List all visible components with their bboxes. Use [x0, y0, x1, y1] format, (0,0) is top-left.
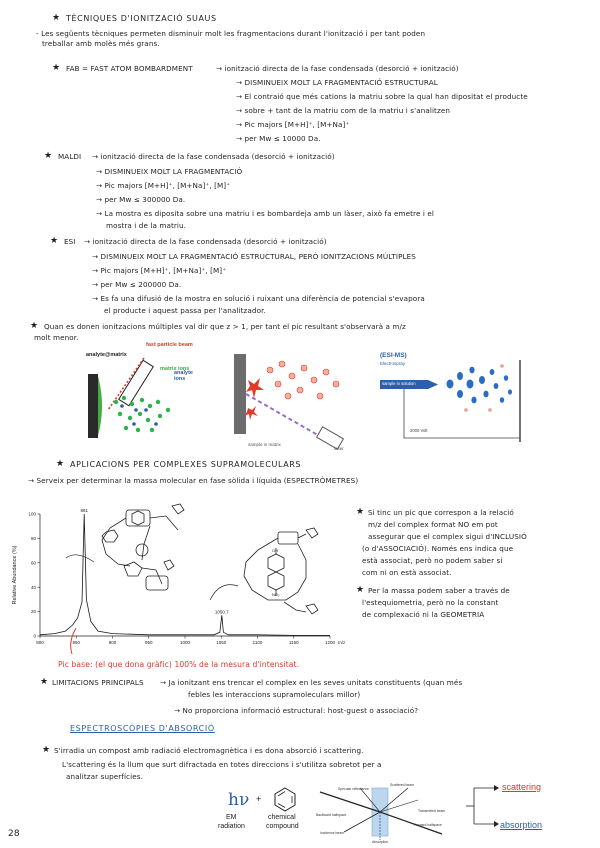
hv-symbol: hν [228, 790, 250, 810]
multi-note-line: Quan es donen ionitzacions múltiples val dir que z > 1, per tant el pic resultant s'observarà a m/z [44, 322, 406, 331]
peak-labels [80, 508, 229, 614]
absorption-heading: ESPECTROSCÒPIES D'ABSORCIÓ [70, 724, 215, 733]
fab-diagram [86, 340, 206, 440]
sample-holder [88, 374, 98, 438]
note-line: com ni on està associat. [362, 568, 452, 577]
esi-diagram [374, 350, 524, 450]
techniques-intro-line: - Les següents tècniques permeten disminuir molt les fragmentacions durant l'ionització i per tant poden [36, 29, 426, 38]
limitations-label: LIMITACIONS PRINCIPALS [52, 678, 144, 687]
esi-line: → ionització directa de la fase condensada (desorció + ionització) [84, 237, 327, 246]
bullet-star: ★ [52, 13, 61, 23]
applications-heading: APLICACIONS PER COMPLEXES SUPRAMOLECULARS [70, 460, 302, 469]
maldi-line: → DISMINUEIX MOLT LA FRAGMENTACIÓ [96, 167, 243, 176]
maldi-line: → La mostra es diposita sobre una matriu i es bombardeja amb un làser, això fa emetre i el [96, 209, 434, 218]
x-tick-label: 1000 [179, 640, 191, 645]
label-sample-matrix: sample in matrix [248, 442, 281, 447]
scatter-absorption-svg [314, 782, 464, 844]
maldi-line: → ionització directa de la fase condensada (desorció + ionització) [92, 152, 335, 161]
cage-structure-left [102, 504, 184, 590]
note-line: està associat, però no podem saber si [362, 556, 503, 565]
cage-structure-right [244, 528, 318, 614]
diagram-label: Scattered beam [390, 783, 414, 787]
absorption-line: L'scattering és la llum que surt difractada en totes direccions i s'utilitza sobretot per a [62, 760, 382, 769]
diagram-label: Forward halfspace [414, 823, 442, 827]
techniques-heading: TÈCNIQUES D'IONITZACIÓ SUAUS [66, 14, 217, 23]
bullet-star: ★ [42, 745, 51, 755]
x-tick-label: 850 [72, 640, 81, 645]
em-radiation-label: radiation [218, 823, 245, 830]
fab-line: → sobre + tant de la matriu com de la matriu i s'analitzen [236, 106, 451, 115]
fab-label: FAB = FAST ATOM BOMBARDMENT [66, 64, 193, 73]
incident-beam [320, 792, 380, 812]
label-analyte-ions: analyte ions [174, 370, 193, 382]
esi-diagram-subtitle: Electrospray [380, 361, 406, 366]
note-line: Si tinc un pic que correspon a la relació [368, 508, 514, 517]
fab-line: → Pic majors [M+H]⁺, [M+Na]⁺ [236, 120, 350, 129]
note-line: assegurar que el complex sigui d'INCLUSIÓ [368, 532, 527, 541]
multi-note-line: molt menor. [34, 333, 79, 342]
fab-line: → per Mw ≤ 10000 Da. [236, 134, 321, 143]
split-arrows [464, 782, 500, 832]
applications-line: → Serveix per determinar la massa molecular en fase sòlida i líquida (ESPECTRÒMETRES) [28, 476, 359, 485]
note-line: l'estequiometria, però no la constant [362, 598, 499, 607]
x-tick-label: 1050 [216, 640, 227, 645]
esi-line: → Pic majors [M+H]⁺, [M+Na]⁺, [M]⁺ [92, 266, 227, 275]
label-matrix-ions: matrix ions [160, 366, 190, 372]
label-beam: fast particle beam [146, 342, 193, 348]
y-axis-label: Relative Abundance (%) [12, 545, 18, 605]
maldi-diagram-svg [230, 350, 354, 452]
bullet-star: ★ [52, 63, 61, 73]
fab-line: → El contraió que més cations la matriu sobre la qual han dipositat el producte [236, 92, 528, 101]
note-line: (o d'ASSOCIACIÓ). Només ens indica que [362, 544, 514, 553]
diagram-label: Backward halfspace [316, 813, 347, 817]
limitations-line: febles les interaccions supramoleculars millor) [188, 690, 361, 699]
peak-label: 861 [80, 508, 88, 513]
esi-label: ESI [64, 237, 76, 246]
label-voltage: 3000 Volt [410, 428, 428, 433]
esi-line: → DISMINUEIX MOLT LA FRAGMENTACIÓ ESTRUCTURAL, PERÒ IONITZACIONS MÚLTIPLES [92, 252, 416, 261]
maldi-diagram [230, 350, 354, 452]
benzene-icon [272, 786, 298, 812]
maldi-line: → Pic majors [M+H]⁺, [M+Na]⁺, [M]⁺ [96, 181, 231, 190]
absorption-line: S'irradia un compost amb radiació electromagnètica i es dona absorció i scattering. [54, 746, 364, 755]
y-tick-label: 100 [28, 511, 36, 517]
diagram-label: Specular reflectance [338, 787, 369, 791]
svg-text:OH: OH [272, 548, 278, 553]
y-tick-label: 0 [33, 633, 36, 639]
bullet-star: ★ [40, 677, 49, 687]
bullet-star: ★ [356, 507, 365, 517]
x-axis-label: m/z [338, 640, 346, 645]
limitations-line: → Ja ionitzant ens trencar el complex en les seves unitats constituents (quan més [160, 678, 463, 687]
absorption-line: analitzar superfícies. [66, 772, 143, 781]
fab-line: → ionització directa de la fase condensada (desorció + ionització) [216, 64, 459, 73]
maldi-label: MALDI [58, 152, 82, 161]
annotation-arrow [66, 555, 94, 562]
techniques-intro-line: treballar amb molès més grans. [42, 39, 160, 48]
fab-line: → DISMINUEIX MOLT LA FRAGMENTACIÓ ESTRUCTURAL [236, 78, 438, 87]
x-tick-label: 900 [108, 640, 117, 645]
mass-spectrum-svg [6, 500, 350, 656]
x-tick-label: 1100 [252, 640, 263, 645]
maldi-line: mostra i de la matriu. [106, 221, 187, 230]
diagram-label: Absorption [372, 840, 389, 844]
esi-line: el producte i aquest passa per l'analitzador. [104, 306, 266, 315]
bullet-star: ★ [56, 459, 65, 469]
bullet-star: ★ [44, 151, 53, 161]
peak-label: 1050.7 [214, 609, 229, 615]
note-line: m/z del complex format NO em pot [368, 520, 498, 529]
label-laser: laser [334, 446, 344, 451]
x-tick-label: 800 [36, 640, 44, 645]
chemical-label: chemical [268, 814, 296, 821]
y-tick-label: 40 [30, 584, 36, 590]
label-sample-solution: sample in solution [382, 381, 416, 386]
limitations-line: → No proporciona informació estructural: host-guest o associació? [174, 706, 419, 715]
x-tick-label: 950 [144, 640, 153, 645]
bullet-star: ★ [356, 585, 365, 595]
molecular-structures [66, 504, 318, 614]
diagram-label: Incidence beam [320, 831, 344, 835]
page-number: 28 [8, 829, 20, 839]
esi-line: → per Mw ≤ 200000 Da. [92, 280, 182, 289]
esi-diagram-title: (ESI-MS) [380, 352, 407, 359]
em-label: EM [226, 814, 237, 821]
plus-sign: + [256, 794, 262, 804]
bullet-star: ★ [50, 236, 59, 246]
matrix-layer [98, 376, 102, 436]
y-tick-label: 80 [30, 536, 36, 541]
maldi-plate [234, 354, 246, 434]
compound-label: compound [266, 823, 299, 830]
x-tick-label: 1200 [324, 640, 336, 645]
base-peak-note: Pic base: (el que dona gràfic) 100% de la mesura d'intensitat. [58, 660, 300, 669]
absorption-label: absorption [500, 820, 543, 830]
y-tick-label: 60 [30, 560, 36, 566]
absorption-diagram [210, 782, 560, 844]
maldi-line: → per Mw ≤ 300000 Da. [96, 195, 186, 204]
bullet-star: ★ [30, 321, 39, 331]
laser-beam [246, 394, 330, 442]
scattering-label: scattering [502, 782, 542, 792]
note-line: Per la massa podem saber a través de [368, 586, 510, 595]
mass-spectrum [6, 500, 350, 656]
annotation-arrow [210, 585, 238, 600]
label-analyte-matrix: analyte@matrix [86, 352, 127, 358]
x-tick-label: 1150 [288, 640, 299, 645]
esi-line: → Es fa una difusió de la mostra en solució i ruixant una diferència de potencial s'evapora [92, 294, 425, 303]
y-tick-label: 20 [30, 609, 36, 615]
ion-plume [267, 361, 339, 399]
svg-text:NO₂: NO₂ [272, 592, 280, 597]
note-line: de complexació ni la GEOMETRIA [362, 610, 485, 619]
diagram-label: Transmitted beam [418, 809, 446, 813]
